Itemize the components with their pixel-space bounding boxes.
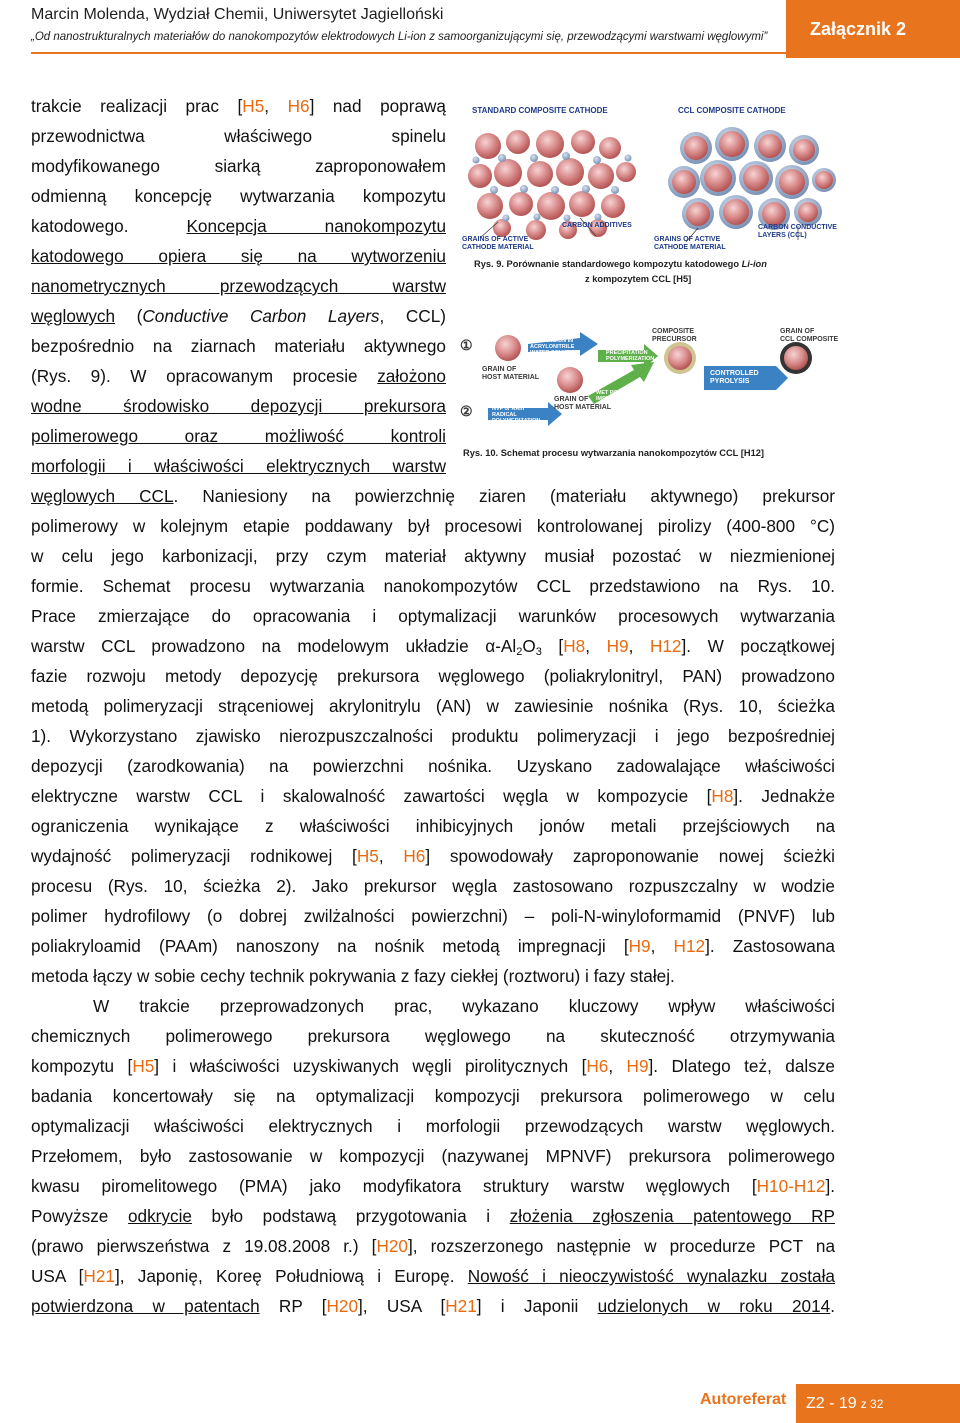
- text-line: Powyższe odkrycie było podstawą przygotowania i złożenia zgłoszenia patentowego RP: [31, 1206, 835, 1226]
- text-line: wydajność polimeryzacji rodnikowej [H5, H6] spowodowały zaproponowanie nowej ścieżki: [31, 846, 835, 866]
- text-line: modyfikowanego siarką zaproponowałem: [31, 156, 446, 176]
- text-line: (prawo pierwszeństwa z 19.08.2008 r.) [H20], rozszerzonego następnie w procedurze PCT na: [31, 1236, 835, 1256]
- fig9-caption-line2: z kompozytem CCL [H5]: [585, 274, 692, 284]
- page-total: z 32: [860, 1396, 884, 1411]
- text-line: wodne środowisko depozycji prekursora: [31, 396, 446, 416]
- fig10-caption: Rys. 10. Schemat procesu wytwarzania nanokompozytów CCL [H12]: [463, 448, 765, 458]
- text-line: morfologii i właściwości elektrycznych warstw: [31, 456, 446, 476]
- text-line: (Rys. 9). W opracowanym procesie założono: [31, 366, 446, 386]
- text-line: metodą polimeryzacji strąceniowej akrylonitrylu (AN) w zawiesinie nośnika (Rys. 10, ścieżka: [31, 696, 835, 716]
- fig9-label-ccl-layers: CARBON CONDUCTIVE LAYERS (CCL): [758, 224, 837, 239]
- text-line: polimerowego oraz możliwość kontroli: [31, 426, 446, 446]
- text-line: katodowego. Koncepcja nanokompozytu: [31, 216, 447, 236]
- text-line: odmienną koncepcję wytwarzania kompozytu: [31, 186, 446, 206]
- figure-10: [458, 322, 838, 444]
- ccl-composite-spheres: [668, 127, 836, 230]
- fig10-grain-ccl: GRAIN OF CCL COMPOSITE: [780, 328, 839, 343]
- text-line: fazie rozwoju metody depozycję prekursora węglowego (poliakrylonitryl, PAN) prowadzono: [31, 666, 835, 686]
- text-line: w celu jego karbonizacji, przy czym materiał aktywny musiał pozostać w niezmienionej: [31, 546, 835, 566]
- text-line: elektryczne warstw CCL i skalowalność zawartości węgla w kompozycie [H8]. Jednakże: [31, 786, 835, 806]
- fig9-title-ccl: CCL COMPOSITE CATHODE: [678, 106, 786, 115]
- text-line: chemicznych polimerowego prekursora węglowego na skuteczność otrzymywania: [31, 1026, 835, 1046]
- text-line: USA [H21], Japonię, Koreę Południową i Europę. Nowość i nieoczywistość wynalazku została: [31, 1266, 835, 1286]
- text-line: polimer hydrofilowy (o dobrej zwilżalności powierzchni) – poli-N-winyloformamid (PNVF) lub: [31, 906, 835, 926]
- text-line: formie. Schemat procesu wytwarzania nanokompozytów CCL przedstawiono na Rys. 10.: [31, 576, 835, 596]
- header-subtitle: „Od nanostrukturalnych materiałów do nanokompozytów elektrodowych Li-ion z samoorganizującymi się, przewodzącymi warstwami węglowymi”: [31, 31, 768, 43]
- text-line: metoda łączy w sobie cechy technik pokrywania z fazy ciekłej (roztworu) i fazy stałej.: [31, 966, 675, 986]
- fig10-grain-host-2: GRAIN OF HOST MATERIAL: [554, 396, 612, 411]
- page-number: Z2 - 19: [806, 1394, 857, 1412]
- text-line: bezpośrednio na ziarnach materiału aktywnego: [31, 336, 446, 356]
- text-line: trakcie realizacji prac [H5, H6] nad poprawą: [31, 96, 446, 116]
- text-line: kwasu piromelitowego (PMA) jako modyfikatora struktury warstw węglowych [H10-H12].: [31, 1176, 835, 1196]
- text-line: poliakryloamid (PAAm) nanoszony na nośnik metodą impregnacji [H9, H12]. Zastosowana: [31, 936, 835, 956]
- text-line: Prace zmierzające do opracowania i optymalizacji warunków procesowych wytwarzania: [31, 606, 835, 626]
- text-line: potwierdzona w patentach RP [H20], USA [H21] i Japonii udzielonych w roku 2014.: [31, 1296, 835, 1316]
- text-line: W trakcie przeprowadzonych prac, wykazano kluczowy wpływ właściwości: [93, 996, 835, 1016]
- text-line: Przełomem, było zastosowanie w kompozycji (nazywanej MPNVF) prekursora polimerowego: [31, 1146, 835, 1166]
- fig10-nvf-aam: NVF or AAm RADICAL POLYMERIZATION: [492, 406, 541, 424]
- text-line: depozycji (zarodkowania) na powierzchni nośnika. Uzyskano zadowalające właściwości: [31, 756, 835, 776]
- text-line: kompozytu [H5] i właściwości uzyskiwanych węgli pirolitycznych [H6, H9]. Dlatego też, dalsze: [31, 1056, 835, 1076]
- fig9-title-standard: STANDARD COMPOSITE CATHODE: [472, 106, 608, 115]
- fig10-precipitation: PRECIPITATION POLYMERIZATION: [606, 350, 655, 362]
- text-line: przewodnictwa właściwego spinelu: [31, 126, 446, 146]
- footer-page-number: [796, 1384, 960, 1423]
- attachment-badge: Załącznik 2: [786, 0, 960, 58]
- text-line: węglowych CCL. Naniesiony na powierzchnię ziaren (materiału aktywnego) prekursor: [31, 486, 835, 506]
- fig9-label-grains-2: GRAINS OF ACTIVE CATHODE MATERIAL: [654, 236, 726, 251]
- footer-label: Autoreferat: [700, 1391, 787, 1408]
- fig10-suspension: SUSPENSION IN ACRYLONITRILE WATER SOLUTION: [530, 338, 580, 356]
- text-line: procesu (Rys. 10, ścieżka 2). Jako prekursor węgla zastosowano rozpuszczalny w wodzie: [31, 876, 835, 896]
- text-line: polimerowy w kolejnym etapie poddawany był procesowi kontrolowanej pirolizy (400-800 °C): [31, 516, 835, 536]
- text-line: warstw CCL prowadzono na modelowym układzie $\alpha-Al_2O_3$ [H8, H9, H12]. W początkowej: [31, 636, 835, 658]
- fig10-path2-marker: ②: [460, 403, 473, 419]
- text-line: optymalizacji właściwości elektrycznych i morfologii przewodzących warstw węglowych.: [31, 1116, 835, 1136]
- text-line: ograniczenia wynikające z właściwości inhibicyjnych jonów metali przejściowych na: [31, 816, 835, 836]
- fig10-composite-precursor: COMPOSITE PRECURSOR: [652, 328, 697, 343]
- header-rule: [31, 52, 786, 54]
- text-line: węglowych (Conductive Carbon Layers, CCL): [31, 306, 446, 326]
- text-line: katodowego opiera się na wytworzeniu: [31, 246, 446, 266]
- text-line: badania koncertowały się na optymalizacji kompozycji prekursora polimerowego w celu: [31, 1086, 835, 1106]
- fig9-label-carbon-additives: CARBON ADDITIVES: [562, 222, 632, 229]
- text-line: 1). Wykorzystano zjawisko nierozpuszczalności produktu polimeryzacji i jego bezpośredniej: [31, 726, 835, 746]
- fig10-grain-host-1: GRAIN OF HOST MATERIAL: [482, 366, 540, 381]
- fig9-label-grains-1: GRAINS OF ACTIVE CATHODE MATERIAL: [462, 236, 534, 251]
- header-author: Marcin Molenda, Wydział Chemii, Uniwersytet Jagielloński: [31, 6, 444, 23]
- fig10-controlled-pyrolysis: CONTROLLED PYROLYSIS: [710, 370, 759, 385]
- text-line: nanometrycznych przewodzących warstw: [31, 276, 446, 296]
- page-header: [0, 0, 960, 60]
- fig9-caption: Rys. 9. Porównanie standardowego kompozytu katodowego Li-ion: [474, 259, 767, 269]
- fig10-path1-marker: ①: [460, 337, 473, 353]
- fig10-wet-polymer: WET POLYMER IMPREGNATION: [596, 390, 639, 402]
